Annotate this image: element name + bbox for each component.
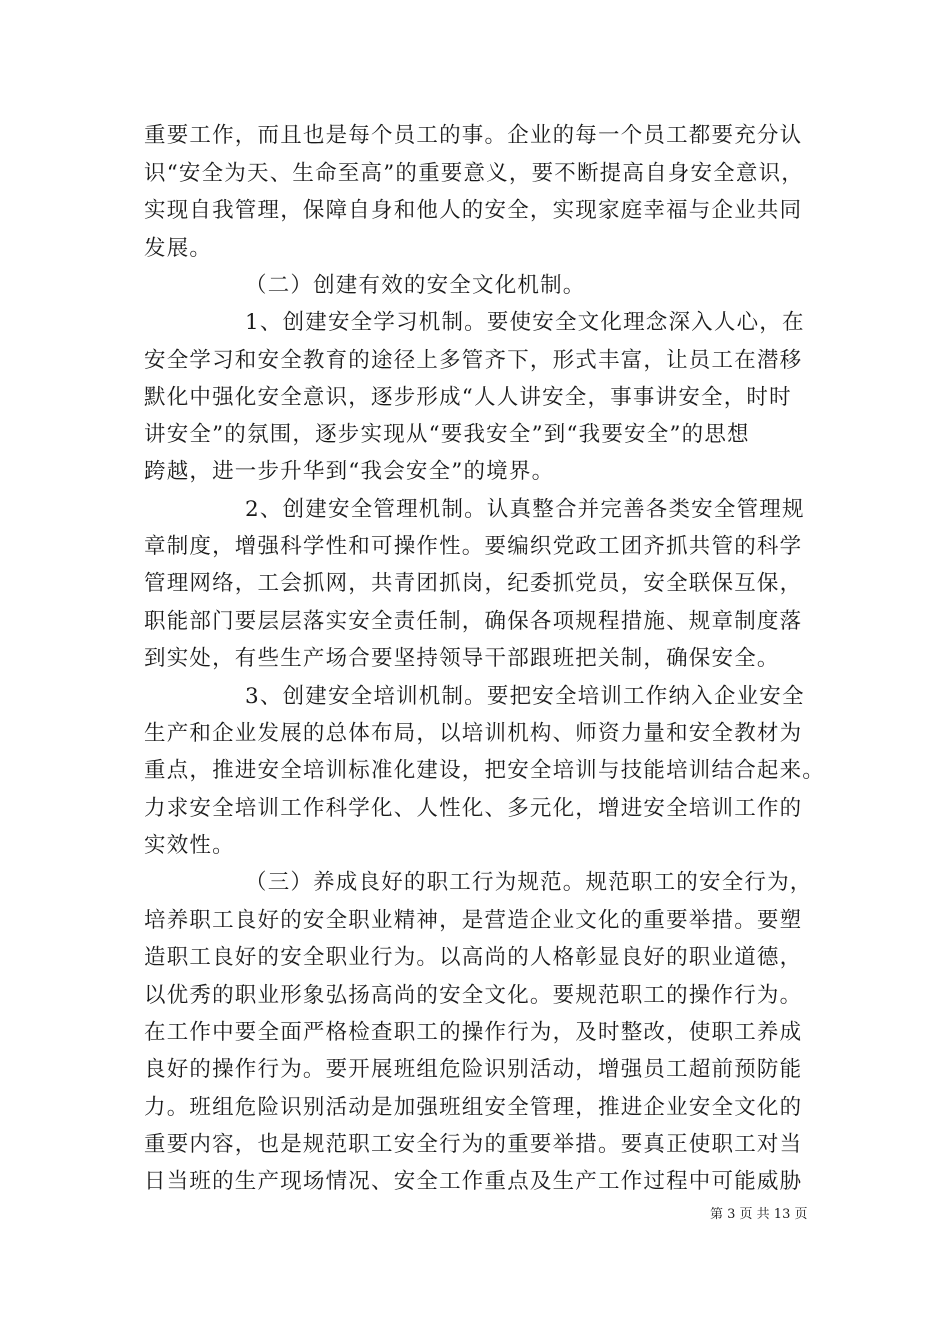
section-heading: （三）养成良好的职工行为规范。规范职工的安全行为， xyxy=(245,870,813,895)
text-line: 重要工作，而且也是每个员工的事。企业的每一个员工都要充分认 xyxy=(144,123,803,148)
subsection-heading: 1、创建安全学习机制。要使安全文化理念深入人心，在 xyxy=(245,310,805,335)
text-line: 生产和企业发展的总体布局，以培训机构、师资力量和安全教材为 xyxy=(144,721,803,746)
text-line: 安全学习和安全教育的途径上多管齐下，形式丰富，让员工在潜移 xyxy=(144,348,803,373)
text-line: 默化中强化安全意识，逐步形成“人人讲安全，事事讲安全，时时 xyxy=(144,385,792,410)
text-line: 到实处，有些生产场合要坚持领导干部跟班把关制，确保安全。 xyxy=(144,646,780,671)
subsection-heading: 2、创建安全管理机制。认真整合并完善各类安全管理规 xyxy=(245,497,805,522)
text-line: 培养职工良好的安全职业精神，是营造企业文化的重要举措。要塑 xyxy=(144,908,803,933)
text-line: 造职工良好的安全职业行为。以高尚的人格彰显良好的职业道德， xyxy=(144,945,803,970)
page-number: 第 3 页 共 13 页 xyxy=(710,1207,808,1222)
text-line: 跨越，进一步升华到“我会安全”的境界。 xyxy=(144,459,555,484)
text-line: 以优秀的职业形象弘扬高尚的安全文化。要规范职工的操作行为。 xyxy=(144,983,803,1008)
text-line: 管理网络，工会抓网，共青团抓岗，纪委抓党员，安全联保互保， xyxy=(144,571,803,596)
section-heading: （二）创建有效的安全文化机制。 xyxy=(245,273,586,298)
text-line: 发展。 xyxy=(144,236,213,261)
text-line: 职能部门要层层落实安全责任制，确保各项规程措施、规章制度落 xyxy=(144,609,803,634)
text-line: 实效性。 xyxy=(144,833,235,858)
text-line: 重要内容，也是规范职工安全行为的重要举措。要真正使职工对当 xyxy=(144,1132,803,1157)
text-line: 章制度，增强科学性和可操作性。要编织党政工团齐抓共管的科学 xyxy=(144,534,803,559)
text-line: 日当班的生产现场情况、安全工作重点及生产工作过程中可能威胁 xyxy=(144,1169,803,1194)
text-line: 实现自我管理，保障自身和他人的安全，实现家庭幸福与企业共同 xyxy=(144,198,803,223)
subsection-heading: 3、创建安全培训机制。要把安全培训工作纳入企业安全 xyxy=(245,684,805,709)
text-line: 良好的操作行为。要开展班组危险识别活动，增强员工超前预防能 xyxy=(144,1057,803,1082)
text-line: 力求安全培训工作科学化、人性化、多元化，增进安全培训工作的 xyxy=(144,796,803,821)
text-line: 力。班组危险识别活动是加强班组安全管理，推进企业安全文化的 xyxy=(144,1095,803,1120)
text-line: 识“安全为天、生命至高”的重要意义，要不断提高自身安全意识， xyxy=(144,161,804,186)
text-line: 在工作中要全面严格检查职工的操作行为，及时整改，使职工养成 xyxy=(144,1020,803,1045)
text-line: 重点，推进安全培训标准化建设，把安全培训与技能培训结合起来。 xyxy=(144,758,826,783)
text-line: 讲安全”的氛围，逐步实现从“要我安全”到“我要安全”的思想 xyxy=(144,422,750,447)
